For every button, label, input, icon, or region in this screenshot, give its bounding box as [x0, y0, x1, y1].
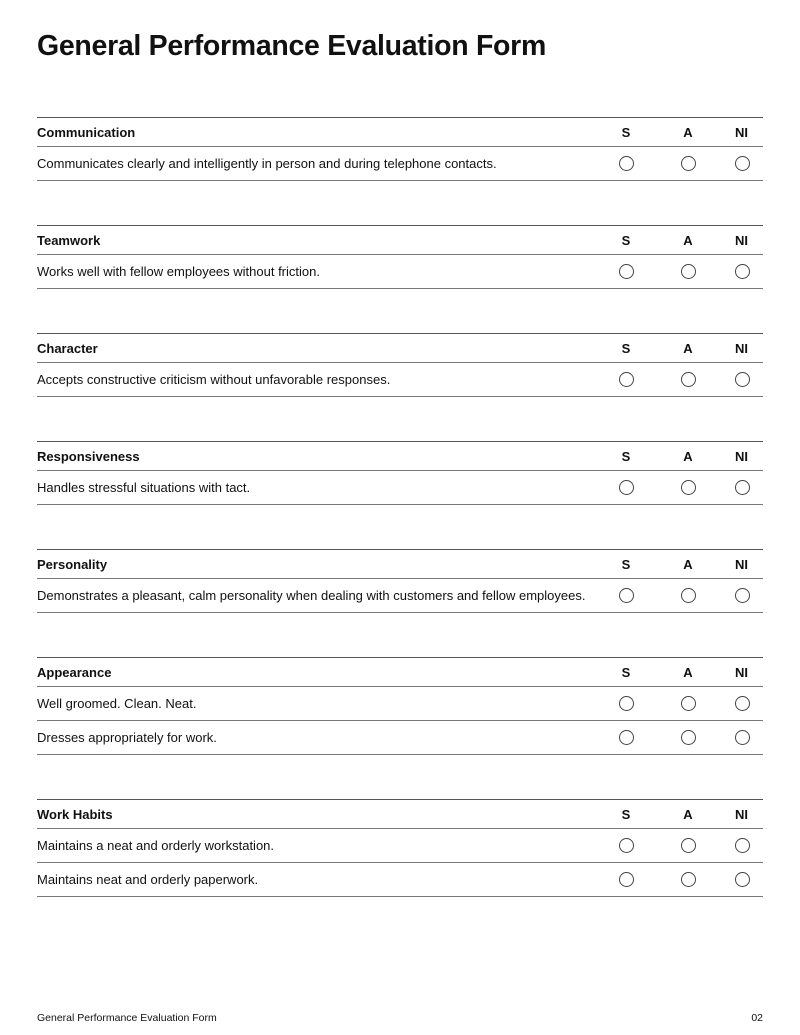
criterion-text: Handles stressful situations with tact. [37, 479, 251, 495]
column-header-s: S [621, 340, 631, 356]
radio-a[interactable] [681, 372, 696, 387]
radio-a[interactable] [681, 264, 696, 279]
criterion-row [37, 471, 763, 505]
radio-a[interactable] [681, 588, 696, 603]
rating-cell [595, 730, 657, 745]
rating-cell [719, 480, 763, 495]
column-header-s: S [621, 664, 631, 680]
criterion-row [37, 363, 763, 397]
rating-cell [719, 838, 763, 853]
criterion-text: Works well with fellow employees without friction. [37, 263, 320, 279]
rating-cell [719, 872, 763, 887]
rating-cell [657, 730, 719, 745]
section-title: Appearance [37, 664, 112, 680]
section-personality [37, 549, 763, 613]
radio-ni[interactable] [735, 838, 750, 853]
radio-s[interactable] [619, 480, 634, 495]
column-header-ni: NI [735, 448, 748, 464]
radio-ni[interactable] [735, 730, 750, 745]
radio-a[interactable] [681, 156, 696, 171]
section-header [37, 658, 763, 687]
column-header-a: A [683, 340, 693, 356]
radio-a[interactable] [681, 872, 696, 887]
column-header-ni: NI [735, 124, 748, 140]
rating-cell [719, 156, 763, 171]
rating-cell [595, 264, 657, 279]
section-title: Personality [37, 556, 108, 572]
evaluation-sections [37, 117, 763, 941]
section-header [37, 334, 763, 363]
rating-cell [719, 372, 763, 387]
radio-s[interactable] [619, 872, 634, 887]
rating-cell [657, 156, 719, 171]
criterion-text: Accepts constructive criticism without unfavorable responses. [37, 371, 391, 387]
criterion-text: Well groomed. Clean. Neat. [37, 695, 197, 711]
section-responsiveness [37, 441, 763, 505]
column-header-a: A [683, 124, 693, 140]
column-header-a: A [683, 664, 693, 680]
rating-cell [719, 264, 763, 279]
section-communication [37, 117, 763, 181]
radio-s[interactable] [619, 156, 634, 171]
criterion-text: Maintains a neat and orderly workstation. [37, 837, 275, 853]
page-title: General Performance Evaluation Form [37, 30, 546, 62]
radio-s[interactable] [619, 696, 634, 711]
rating-cell [657, 372, 719, 387]
section-header [37, 226, 763, 255]
section-header [37, 550, 763, 579]
rating-cell [595, 480, 657, 495]
page-number: 02 [751, 1012, 763, 1024]
criterion-row [37, 829, 763, 863]
rating-cell [657, 872, 719, 887]
radio-s[interactable] [619, 372, 634, 387]
criterion-text: Demonstrates a pleasant, calm personality when dealing with customers and fellow employees. [37, 587, 586, 603]
column-header-ni: NI [735, 340, 748, 356]
rating-cell [595, 696, 657, 711]
rating-cell [595, 838, 657, 853]
column-header-a: A [683, 556, 693, 572]
radio-a[interactable] [681, 730, 696, 745]
footer-title: General Performance Evaluation Form [37, 1012, 217, 1024]
radio-ni[interactable] [735, 480, 750, 495]
rating-cell [595, 156, 657, 171]
radio-a[interactable] [681, 696, 696, 711]
section-character [37, 333, 763, 397]
column-header-ni: NI [735, 556, 748, 572]
criterion-text: Dresses appropriately for work. [37, 729, 217, 745]
radio-s[interactable] [619, 838, 634, 853]
criterion-row [37, 579, 763, 613]
section-work-habits [37, 799, 763, 897]
section-title: Responsiveness [37, 448, 140, 464]
rating-cell [657, 838, 719, 853]
criterion-row [37, 687, 763, 721]
section-header [37, 800, 763, 829]
column-header-s: S [621, 448, 631, 464]
section-title: Work Habits [37, 806, 113, 822]
rating-cell [719, 730, 763, 745]
rating-cell [657, 588, 719, 603]
radio-s[interactable] [619, 264, 634, 279]
rating-cell [719, 588, 763, 603]
radio-a[interactable] [681, 480, 696, 495]
column-header-s: S [621, 556, 631, 572]
radio-ni[interactable] [735, 588, 750, 603]
radio-ni[interactable] [735, 156, 750, 171]
section-title: Character [37, 340, 98, 356]
criterion-row [37, 255, 763, 289]
rating-cell [595, 588, 657, 603]
radio-a[interactable] [681, 838, 696, 853]
rating-cell [657, 264, 719, 279]
rating-cell [719, 696, 763, 711]
column-header-ni: NI [735, 806, 748, 822]
rating-cell [657, 696, 719, 711]
section-header [37, 118, 763, 147]
section-header [37, 442, 763, 471]
rating-cell [595, 372, 657, 387]
section-title: Communication [37, 124, 136, 140]
criterion-text: Communicates clearly and intelligently in person and during telephone contacts. [37, 155, 497, 171]
column-header-ni: NI [735, 232, 748, 248]
rating-cell [657, 480, 719, 495]
radio-ni[interactable] [735, 872, 750, 887]
criterion-row [37, 863, 763, 897]
radio-ni[interactable] [735, 264, 750, 279]
section-title: Teamwork [37, 232, 101, 248]
radio-s[interactable] [619, 588, 634, 603]
criterion-row [37, 721, 763, 755]
rating-cell [595, 872, 657, 887]
column-header-s: S [621, 232, 631, 248]
column-header-s: S [621, 806, 631, 822]
radio-ni[interactable] [735, 372, 750, 387]
radio-s[interactable] [619, 730, 634, 745]
section-appearance [37, 657, 763, 755]
section-teamwork [37, 225, 763, 289]
column-header-a: A [683, 232, 693, 248]
column-header-a: A [683, 806, 693, 822]
radio-ni[interactable] [735, 696, 750, 711]
criterion-text: Maintains neat and orderly paperwork. [37, 871, 259, 887]
criterion-row [37, 147, 763, 181]
column-header-a: A [683, 448, 693, 464]
column-header-ni: NI [735, 664, 748, 680]
column-header-s: S [621, 124, 631, 140]
